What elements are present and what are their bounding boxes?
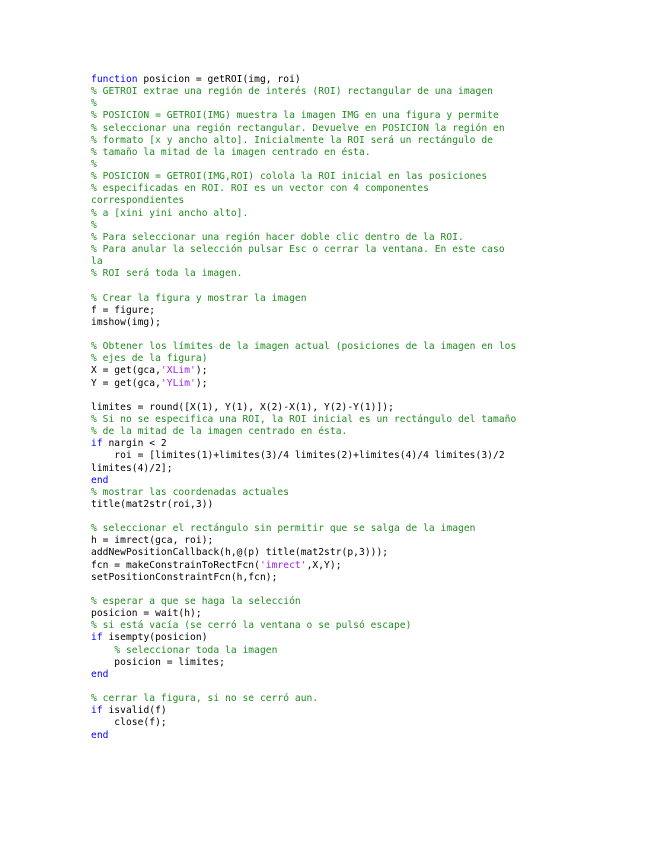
code-text: title(mat2str(roi,3)) — [91, 498, 214, 510]
code-line — [91, 110, 516, 122]
code-text: ); — [195, 365, 208, 377]
code-line — [91, 159, 516, 171]
code-text: h = imrect(gca, roi); — [91, 535, 214, 547]
code-text: fcn = makeConstrainToRectFcn( — [91, 559, 260, 571]
comment-token: % ejes de la figura) — [91, 353, 208, 365]
code-line — [91, 475, 516, 487]
code-text: nargin < 2 — [102, 438, 167, 450]
code-line — [91, 632, 516, 644]
code-line — [91, 535, 516, 547]
code-line — [91, 693, 516, 705]
code-line — [91, 450, 516, 462]
code-line — [91, 499, 516, 511]
code-line — [91, 487, 516, 499]
code-text: limites(4)/2]; — [91, 462, 173, 474]
comment-token: la — [91, 256, 103, 268]
code-line — [91, 195, 516, 207]
comment-token: % si está vacía (se cerró la ventana o se pulsó escape) — [91, 620, 412, 632]
code-line — [91, 293, 516, 305]
code-line — [91, 74, 516, 86]
code-line — [91, 305, 516, 317]
comment-token: % mostrar las coordenadas actuales — [91, 486, 290, 498]
comment-token: % Si no se especifica una ROI, la ROI inicial es un rectángulo del tamaño — [91, 413, 517, 425]
code-line — [91, 426, 516, 438]
code-text: Y = get(gca, — [91, 377, 161, 389]
code-text: f = figure; — [91, 304, 156, 316]
comment-token: % tamaño la mitad de la imagen centrado en ésta. — [91, 146, 371, 158]
comment-token: % Crear la figura y mostrar la imagen — [91, 292, 307, 304]
code-text: isempty(posicion) — [102, 632, 208, 644]
code-text: limites = round([X(1), Y(1), X(2)-X(1), Y(2)-Y(1)]); — [91, 401, 394, 413]
blank-line — [91, 390, 516, 402]
code-line — [91, 669, 516, 681]
code-text: roi = [limites(1)+limites(3)/4 limites(2)+limites(4)/4 limites(3)/2 — [91, 450, 505, 462]
code-line — [91, 730, 516, 742]
code-line — [91, 135, 516, 147]
code-line — [91, 268, 516, 280]
code-line — [91, 341, 516, 353]
comment-token: % Para anular la selección pulsar Esc o cerrar la ventana. En este caso — [91, 243, 505, 255]
blank-line — [91, 511, 516, 523]
code-line — [91, 608, 516, 620]
string-literal: 'YLim' — [160, 377, 196, 389]
code-line — [91, 414, 516, 426]
blank-line — [91, 280, 516, 292]
keyword-token: end — [91, 474, 109, 486]
code-line — [91, 620, 516, 632]
code-text: X = get(gca, — [91, 365, 161, 377]
comment-token: % GETROI extrae una región de interés (ROI) rectangular de una imagen — [91, 86, 493, 98]
comment-token: % Obtener los límites de la imagen actual (posiciones de la imagen en los — [91, 341, 517, 353]
comment-token: % cerrar la figura, si no se cerró aun. — [91, 693, 319, 705]
code-listing — [91, 74, 516, 742]
comment-token: % — [91, 219, 97, 231]
comment-token: correspondientes — [91, 195, 185, 207]
blank-line — [91, 681, 516, 693]
comment-token: % a [xini yini ancho alto]. — [91, 207, 249, 219]
keyword-token: end — [91, 729, 109, 741]
code-line — [91, 365, 516, 377]
code-text: ,X,Y); — [306, 559, 342, 571]
code-line — [91, 547, 516, 559]
code-line — [91, 463, 516, 475]
code-line — [91, 171, 516, 183]
code-text: isvalid(f) — [102, 705, 167, 717]
code-line — [91, 645, 516, 657]
code-text — [91, 645, 114, 656]
code-line — [91, 256, 516, 268]
code-text: posicion = wait(h); — [91, 608, 202, 620]
comment-token: % POSICION = GETROI(IMG) muestra la imagen IMG en una figura y permite — [91, 110, 499, 122]
comment-token: % de la mitad de la imagen centrado en ésta. — [91, 426, 348, 438]
blank-line — [91, 584, 516, 596]
comment-token: % especificadas en ROI. ROI es un vector con 4 componentes — [91, 183, 429, 195]
code-text: setPositionConstraintFcn(h,fcn); — [91, 571, 278, 583]
comment-token: % esperar a que se haga la selección — [91, 596, 301, 608]
comment-token: % seleccionar una región rectangular. Devuelve en POSICION la región en — [91, 122, 505, 134]
keyword-token: if — [91, 705, 103, 717]
code-line — [91, 596, 516, 608]
code-line — [91, 220, 516, 232]
comment-token: % Para seleccionar una región hacer doble clic dentro de la ROI. — [91, 231, 464, 243]
code-line — [91, 208, 516, 220]
code-text: close(f); — [91, 717, 167, 729]
code-line — [91, 717, 516, 729]
code-line — [91, 147, 516, 159]
code-line — [91, 123, 516, 135]
comment-token: % seleccionar toda la imagen — [114, 644, 278, 656]
comment-token: % — [91, 158, 97, 170]
code-line — [91, 244, 516, 256]
string-literal: 'XLim' — [160, 365, 196, 377]
code-line — [91, 183, 516, 195]
code-text: posicion = getROI(img, roi) — [137, 74, 301, 85]
code-line — [91, 317, 516, 329]
code-text: imshow(img); — [91, 316, 161, 328]
comment-token: % — [91, 98, 97, 110]
keyword-token: if — [91, 438, 103, 450]
code-line — [91, 523, 516, 535]
code-line — [91, 86, 516, 98]
code-line — [91, 560, 516, 572]
code-line — [91, 98, 516, 110]
code-line — [91, 353, 516, 365]
code-line — [91, 402, 516, 414]
code-line — [91, 705, 516, 717]
comment-token: % POSICION = GETROI(IMG,ROI) colola la ROI inicial en las posiciones — [91, 171, 488, 183]
keyword-token: end — [91, 668, 109, 680]
code-line — [91, 232, 516, 244]
keyword-token: if — [91, 632, 103, 644]
code-text: posicion = limites; — [91, 656, 225, 668]
code-text: addNewPositionCallback(h,@(p) title(mat2str(p,3))); — [91, 547, 389, 559]
code-text: ); — [195, 377, 208, 389]
comment-token: % formato [x y ancho alto]. Inicialmente la ROI será un rectángulo de — [91, 134, 493, 146]
string-literal: 'imrect' — [259, 559, 307, 571]
blank-line — [91, 329, 516, 341]
code-line — [91, 572, 516, 584]
keyword-token: function — [91, 74, 138, 85]
comment-token: % seleccionar el rectángulo sin permitir que se salga de la imagen — [91, 523, 476, 535]
code-line — [91, 378, 516, 390]
code-line — [91, 438, 516, 450]
code-line — [91, 657, 516, 669]
comment-token: % ROI será toda la imagen. — [91, 268, 243, 280]
